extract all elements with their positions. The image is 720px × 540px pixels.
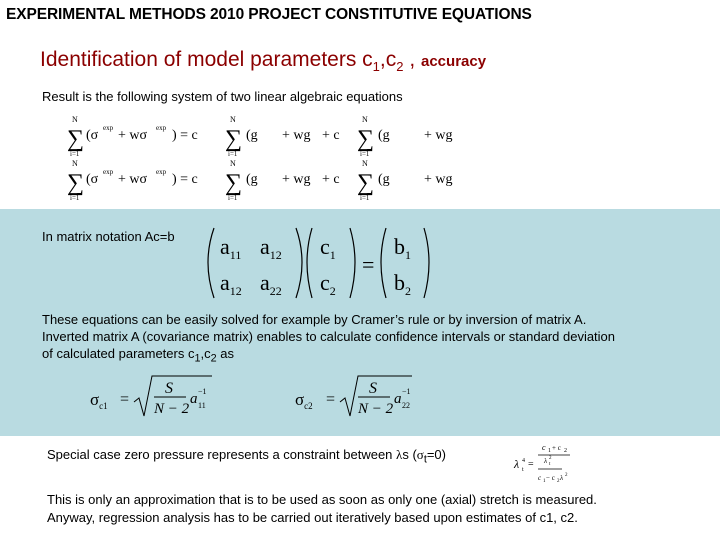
- svg-text:c: c: [542, 443, 546, 452]
- svg-text:=: =: [528, 459, 534, 470]
- eq1-exp-1: exp: [103, 124, 114, 132]
- matrix-a11: $a_{11}$: [220, 234, 242, 262]
- svg-text:+ wg: + wg: [424, 172, 453, 187]
- eq1-g2: (g: [378, 128, 390, 143]
- svg-text:2: 2: [557, 479, 560, 484]
- svg-text:N: N: [230, 159, 236, 168]
- explanation-line-3: of calculated parameters $c_1,c_2$ as: [42, 346, 234, 365]
- svg-text:S: S: [165, 380, 173, 397]
- svg-text:N: N: [72, 159, 78, 168]
- eq1-rhs-1: ) = c: [172, 128, 198, 143]
- svg-text:exp: exp: [156, 168, 167, 176]
- svg-text:1: 1: [548, 448, 551, 454]
- explanation-text: [42, 311, 710, 368]
- approximation-line-1: This is only an approximation that is to be used as soon as only one (axial) stretch is measured.: [47, 492, 597, 507]
- eq1-rhs-2: + c: [322, 128, 340, 143]
- eq1-g1: (g: [246, 128, 258, 143]
- explanation-line-1: These equations can be easily solved for example by Cramer’s rule or by inversion of matrix A.: [42, 312, 587, 327]
- approximation-text: [47, 491, 707, 527]
- matrix-equation: [200, 222, 430, 304]
- svg-text:λ: λ: [544, 457, 548, 465]
- special-case-text: Special case zero pressure represents a constraint between λs $(\sigma_t=0)$: [47, 447, 446, 466]
- svg-text:σc2: $\sigma_{c2}$: [295, 390, 313, 411]
- svg-text:i=1: i=1: [228, 194, 238, 202]
- svg-text:2: 2: [549, 456, 552, 461]
- svg-text:−1: −1: [198, 387, 207, 396]
- matrix-a21: $a_{12}$: [220, 270, 242, 298]
- slide-title: [40, 48, 486, 74]
- svg-text:∑: ∑: [67, 170, 85, 196]
- svg-text:i=1: i=1: [70, 194, 80, 202]
- svg-text:λ: λ: [514, 457, 520, 471]
- svg-text:+ wσ: + wσ: [118, 172, 148, 187]
- svg-text:22: 22: [402, 401, 410, 410]
- title-sub-1: 1: [372, 59, 380, 75]
- matrix-a22: $a_{22}$: [260, 270, 282, 298]
- title-accuracy: accuracy: [421, 53, 487, 70]
- title-main: Identification of model parameters c: [40, 48, 373, 71]
- svg-text:2: 2: [565, 473, 568, 478]
- eq1-g2b: + wg: [424, 128, 453, 143]
- svg-text:N: N: [230, 115, 236, 124]
- eq1-lower-limit: i=1: [70, 150, 80, 158]
- matrix-a12: $a_{12}$: [260, 234, 282, 262]
- svg-text:i=1: i=1: [360, 194, 370, 202]
- svg-text:t: t: [522, 467, 524, 473]
- svg-text:a: a: [394, 391, 402, 407]
- svg-text:exp: exp: [103, 168, 114, 176]
- svg-text:∑: ∑: [357, 170, 375, 196]
- equation-system-image: [60, 112, 500, 204]
- svg-text:σc1: $\sigma_{c1}$: [90, 390, 108, 411]
- sigma-c1-formula: [90, 376, 212, 417]
- svg-text:=: =: [326, 391, 336, 408]
- svg-text:(σ: (σ: [86, 172, 99, 187]
- explanation-line-2: Inverted matrix A (covariance matrix) enables to calculate confidence intervals or standard deviation: [42, 329, 616, 344]
- svg-text:N − 2: N − 2: [358, 401, 394, 417]
- sigma-c2-formula: [295, 376, 412, 417]
- svg-text:+ c: + c: [552, 444, 561, 452]
- lambda-formula: [512, 438, 572, 486]
- svg-text:+ c: + c: [322, 172, 340, 187]
- eq1-g1b: + wg: [282, 128, 311, 143]
- svg-text:i=1: i=1: [228, 150, 238, 158]
- svg-text:1: 1: [543, 479, 546, 484]
- svg-text:λ: λ: [560, 474, 564, 482]
- svg-text:+ wg: + wg: [282, 172, 311, 187]
- intro-text: Result is the following system of two linear algebraic equations: [42, 89, 403, 104]
- svg-text:∑: ∑: [225, 126, 243, 152]
- svg-text:N: N: [362, 159, 368, 168]
- slide-header: EXPERIMENTAL METHODS 2010 PROJECT CONSTITUTIVE EQUATIONS: [6, 6, 532, 23]
- svg-text:c: c: [538, 474, 542, 482]
- matrix-label: In matrix notation Ac=b: [42, 229, 175, 244]
- svg-text:(g: (g: [246, 172, 258, 187]
- approximation-line-2: Anyway, regression analysis has to be carried out iteratively based upon estimates of c1, c2.: [47, 510, 578, 525]
- svg-text:−1: −1: [402, 387, 411, 396]
- eq1-sum-1: ∑: [67, 126, 85, 152]
- svg-text:(g: (g: [378, 172, 390, 187]
- title-sep: ,: [403, 48, 421, 71]
- matrix-b1: $b_1$: [394, 234, 411, 262]
- svg-text:=: =: [120, 391, 130, 408]
- eq1-lhs: (σ: [86, 128, 99, 143]
- svg-text:11: 11: [198, 401, 206, 410]
- svg-text:− c: − c: [546, 474, 555, 482]
- svg-text:4: 4: [522, 458, 525, 464]
- title-sub-2: 2: [396, 59, 404, 75]
- svg-text:N − 2: N − 2: [154, 401, 190, 417]
- svg-text:N: N: [362, 115, 368, 124]
- eq1-exp-2: exp: [156, 124, 167, 132]
- matrix-c2: $c_2$: [320, 270, 336, 298]
- svg-text:2: 2: [564, 448, 567, 454]
- eq1-upper-limit: N: [72, 115, 78, 124]
- matrix-b2: $b_2$: [394, 270, 411, 298]
- eq1-lhs-mid: + wσ: [118, 128, 148, 143]
- svg-text:) = c: ) = c: [172, 172, 198, 187]
- svg-text:t: t: [549, 462, 551, 467]
- sigma-formulas: [90, 372, 430, 422]
- svg-text:S: S: [369, 380, 377, 397]
- svg-text:∑: ∑: [225, 170, 243, 196]
- matrix-c1: $c_1$: [320, 234, 336, 262]
- svg-text:i=1: i=1: [360, 150, 370, 158]
- matrix-equals: =: [362, 252, 375, 277]
- svg-text:∑: ∑: [357, 126, 375, 152]
- title-comma: ,c: [379, 48, 397, 71]
- svg-text:a: a: [190, 391, 198, 407]
